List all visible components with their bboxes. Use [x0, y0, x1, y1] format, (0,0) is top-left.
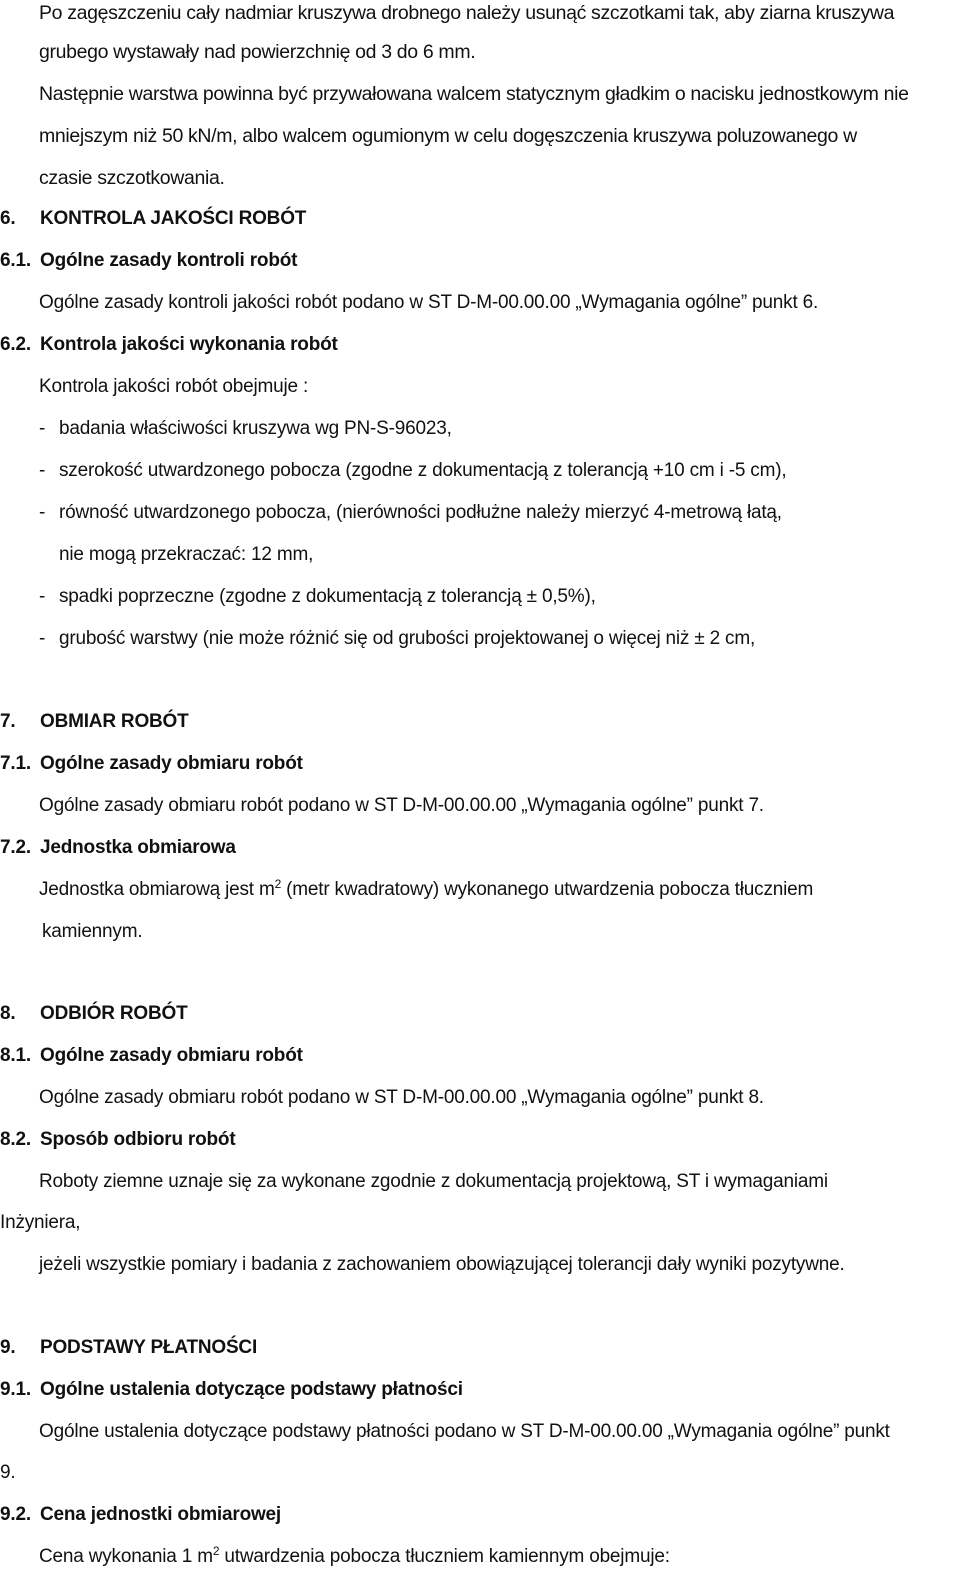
list-item	[39, 585, 596, 609]
section-title: Ogólne ustalenia dotyczące podstawy płatności	[40, 1379, 463, 1400]
list-dash: -	[39, 502, 46, 523]
section-number: 6.1.	[0, 250, 31, 271]
list-item	[39, 501, 782, 525]
section-9-2-heading	[0, 1503, 281, 1527]
superscript: 2	[274, 877, 282, 891]
list-item-text: grubość warstwy (nie może różnić się od grubości projektowanej o więcej niż ± 2 cm,	[59, 628, 756, 649]
section-8-heading	[0, 1002, 188, 1026]
list-item-text: równość utwardzonego pobocza, (nierówności podłużne należy mierzyć 4-metrową łatą,	[59, 502, 782, 523]
section-number: 8.1.	[0, 1045, 31, 1066]
section-title: Sposób odbioru robót	[40, 1129, 236, 1150]
list-dash: -	[39, 628, 46, 649]
list-item-text: badania właściwości kruszywa wg PN-S-96023,	[59, 418, 452, 439]
section-7-2-heading	[0, 836, 236, 860]
section-8-2-heading	[0, 1128, 235, 1152]
list-item	[39, 627, 755, 651]
text-part: Cena wykonania 1 m	[39, 1546, 213, 1567]
section-title: Ogólne zasady kontroli robót	[40, 250, 298, 271]
section-number: 9.2.	[0, 1504, 31, 1525]
text-part: (metr kwadratowy) wykonanego utwardzenia pobocza tłuczniem	[281, 879, 814, 900]
section-6-heading	[0, 207, 306, 231]
section-title: ODBIÓR ROBÓT	[40, 1003, 188, 1024]
section-number: 6.2.	[0, 334, 31, 355]
superscript: 2	[212, 1544, 220, 1558]
section-number: 9.1.	[0, 1379, 31, 1400]
list-dash: -	[39, 460, 46, 481]
section-7-2-text	[39, 878, 813, 902]
section-title: OBMIAR ROBÓT	[40, 711, 189, 732]
section-title: PODSTAWY PŁATNOŚCI	[40, 1337, 258, 1358]
intro-line-1: Po zagęszczeniu cały nadmiar kruszywa drobnego należy usunąć szczotkami tak, aby ziarna kruszywa	[39, 2, 895, 24]
intro-line-5: czasie szczotkowania.	[39, 167, 225, 189]
intro-line-4: mniejszym niż 50 kN/m, albo walcem ogumionym w celu dogęszczenia kruszywa poluzowanego w	[39, 125, 857, 147]
text-part: utwardzenia pobocza tłuczniem kamiennym obejmuje:	[219, 1546, 670, 1567]
section-number: 7.1.	[0, 753, 31, 774]
section-title: Ogólne zasady obmiaru robót	[40, 1045, 303, 1066]
section-7-1-heading	[0, 752, 303, 776]
section-7-2-text-continuation: kamiennym.	[42, 921, 143, 942]
list-dash: -	[39, 586, 46, 607]
section-number: 8.	[0, 1003, 16, 1024]
section-7-1-text: Ogólne zasady obmiaru robót podano w ST D-M-00.00.00 „Wymagania ogólne” punkt 7.	[39, 795, 764, 816]
section-6-2-heading	[0, 333, 338, 357]
intro-line-2: grubego wystawały nad powierzchnię od 3 do 6 mm.	[39, 41, 476, 63]
section-9-1-heading	[0, 1378, 463, 1402]
section-number: 7.	[0, 711, 16, 732]
section-6-1-text: Ogólne zasady kontroli jakości robót podano w ST D-M-00.00.00 „Wymagania ogólne” punkt 6.	[39, 292, 819, 313]
section-title: Cena jednostki obmiarowej	[40, 1504, 281, 1525]
section-9-2-text	[39, 1545, 670, 1569]
section-number: 8.2.	[0, 1129, 31, 1150]
section-number: 9.	[0, 1337, 16, 1358]
section-7-heading	[0, 710, 189, 734]
section-6-2-intro: Kontrola jakości robót obejmuje :	[39, 376, 309, 397]
list-item-text: spadki poprzeczne (zgodne z dokumentacją z tolerancją ± 0,5%),	[59, 586, 596, 607]
section-8-2-text-2: jeżeli wszystkie pomiary i badania z zachowaniem obowiązującej tolerancji dały wyniki pozytywne.	[39, 1254, 845, 1275]
section-number: 6.	[0, 208, 16, 229]
section-title: Kontrola jakości wykonania robót	[40, 334, 338, 355]
section-title: Ogólne zasady obmiaru robót	[40, 753, 303, 774]
section-9-1-text: Ogólne ustalenia dotyczące podstawy płatności podano w ST D-M-00.00.00 „Wymagania ogólne” punkt	[39, 1421, 890, 1442]
list-item	[39, 459, 786, 483]
section-8-1-text: Ogólne zasady obmiaru robót podano w ST D-M-00.00.00 „Wymagania ogólne” punkt 8.	[39, 1087, 764, 1108]
section-9-1-text-continuation: 9.	[0, 1462, 16, 1483]
section-8-2-text-1: Roboty ziemne uznaje się za wykonane zgodnie z dokumentacją projektową, ST i wymaganiami	[39, 1171, 828, 1192]
section-6-1-heading	[0, 249, 297, 273]
section-8-2-text-1-continuation: Inżyniera,	[0, 1212, 81, 1233]
list-item	[39, 417, 452, 441]
list-item-text: szerokość utwardzonego pobocza (zgodne z dokumentacją z tolerancją +10 cm i -5 cm),	[59, 460, 787, 481]
list-dash: -	[39, 418, 46, 439]
section-title: KONTROLA JAKOŚCI ROBÓT	[40, 208, 307, 229]
section-title: Jednostka obmiarowa	[40, 837, 236, 858]
section-number: 7.2.	[0, 837, 31, 858]
intro-line-3: Następnie warstwa powinna być przywałowana walcem statycznym gładkim o nacisku jednostkowym nie	[39, 83, 909, 105]
text-part: Jednostka obmiarową jest m	[39, 879, 275, 900]
list-item-continuation: nie mogą przekraczać: 12 mm,	[59, 544, 314, 565]
section-9-heading	[0, 1336, 257, 1360]
section-8-1-heading	[0, 1044, 303, 1068]
